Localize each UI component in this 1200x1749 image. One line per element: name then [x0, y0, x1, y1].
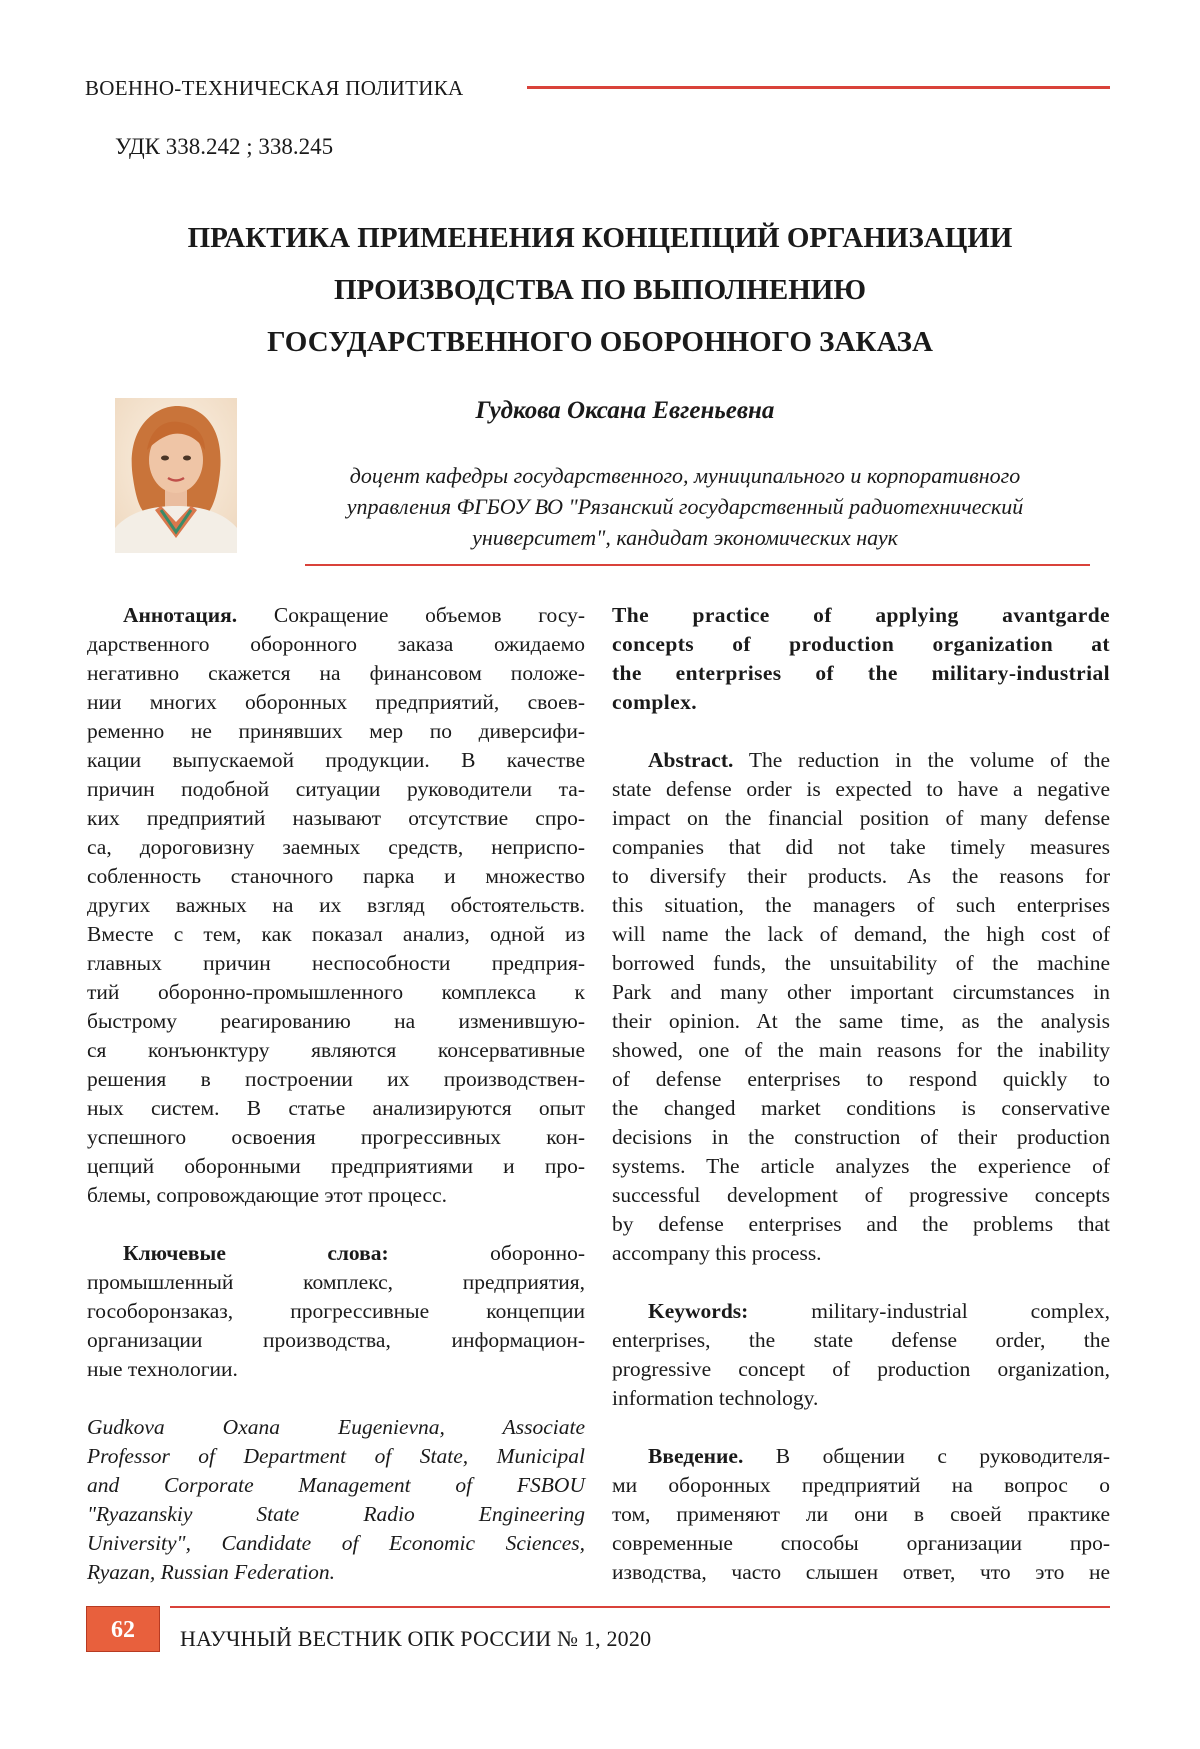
abstract-body [612, 775, 1110, 1268]
title-line: ГОСУДАРСТВЕННОГО ОБОРОННОГО ЗАКАЗА [267, 326, 933, 358]
keywords-en-line: progressive concept of production organization, [612, 1357, 1110, 1381]
abstract-line: successful development of progressive concepts [612, 1183, 1110, 1207]
author-portrait-icon [115, 398, 237, 553]
english-title-line: the enterprises of the military-industrial [612, 661, 1110, 685]
title-line: ПРАКТИКА ПРИМЕНЕНИЯ КОНЦЕПЦИЙ ОРГАНИЗАЦИИ [187, 222, 1013, 254]
author-english-line: Ryazan, Russian Federation. [87, 1560, 336, 1584]
keywords-first-line: Ключевые слова: оборонно- [123, 1241, 585, 1265]
keywords-en-line: enterprises, the state defense order, the [612, 1328, 1110, 1352]
affiliation-line: доцент кафедры государственного, муниципального и корпоративного [349, 463, 1021, 488]
annotation-line: решения в построении их производствен- [87, 1067, 585, 1091]
annotation-line: Вместе с тем, как показал анализ, одной из [87, 922, 585, 946]
author-rule [305, 564, 1090, 566]
keywords-en-body [612, 1326, 1110, 1413]
english-title-line: concepts of production organization at [612, 632, 1110, 656]
article-title [100, 212, 1100, 368]
intro-line: том, применяют ли они в своей практике [612, 1502, 1110, 1526]
abstract-line: state defense order is expected to have a negative [612, 777, 1110, 801]
annotation-line: ся конъюнктуру являются консервативные [87, 1038, 585, 1062]
journal-name: НАУЧНЫЙ ВЕСТНИК ОПК РОССИИ № 1, 2020 [180, 1626, 652, 1651]
annotation-line: успешного освоения прогрессивных кон- [87, 1125, 585, 1149]
annotation-first-line: Аннотация. Сокращение объемов госу- [123, 603, 585, 627]
affiliation-line: управления ФГБОУ ВО "Рязанский государственный радиотехнический [346, 494, 1024, 519]
author-english-line: and Corporate Management of FSBOU [87, 1473, 585, 1497]
annotation-line: тий оборонно-промышленного комплекса к [87, 980, 585, 1004]
title-line: ПРОИЗВОДСТВА ПО ВЫПОЛНЕНИЮ [333, 274, 867, 306]
intro-line: ми оборонных предприятий на вопрос о [612, 1473, 1110, 1497]
abstract-line: of defense enterprises to respond quickly to [612, 1067, 1110, 1091]
abstract-line: impact on the financial position of many defense [612, 806, 1110, 830]
annotation-line: цепций оборонными предприятиями и про- [87, 1154, 585, 1178]
section-header: ВОЕННО-ТЕХНИЧЕСКАЯ ПОЛИТИКА [85, 76, 464, 100]
intro-first-line: Введение. В общении с руководителя- [648, 1444, 1110, 1468]
author-english-line: Gudkova Oxana Eugenievna, Associate [87, 1415, 585, 1439]
annotation-line: дарственного оборонного заказа ожидаемо [87, 632, 585, 656]
abstract-line: will name the lack of demand, the high cost of [612, 922, 1110, 946]
abstract-line: the changed market conditions is conservative [612, 1096, 1110, 1120]
english-title-line: The practice of applying avantgarde [612, 603, 1110, 627]
intro-line: современные способы организации про- [612, 1531, 1110, 1555]
annotation-line: ременно не принявших мер по диверсифи- [87, 719, 585, 743]
annotation-line: причин подобной ситуации руководители та- [87, 777, 585, 801]
annotation-line: главных причин неспособности предприя- [87, 951, 585, 975]
abstract-line: to diversify their products. As the reasons for [612, 864, 1110, 888]
intro-line: изводства, часто слышен ответ, что это не [612, 1560, 1110, 1584]
annotation-line: са, дороговизну заемных средств, неприспо- [87, 835, 585, 859]
abstract-line: Park and many other important circumstances in [612, 980, 1110, 1004]
author-photo [115, 398, 237, 553]
keywords-label: Ключевые слова: [123, 1241, 389, 1265]
footer-rule [170, 1606, 1110, 1608]
keywords-en-line: information technology. [612, 1386, 819, 1410]
abstract-line: decisions in the construction of their production [612, 1125, 1110, 1149]
keywords-en-label: Keywords: [648, 1299, 749, 1323]
english-title-line: complex. [612, 690, 698, 714]
annotation-body [87, 630, 585, 1210]
author-affiliation [250, 460, 1120, 553]
keywords-line: гособоронзаказ, прогрессивные концепции [87, 1299, 585, 1323]
english-title [612, 601, 1110, 717]
annotation-line: ких предприятий называют отсутствие спро- [87, 806, 585, 830]
page-number: 62 [86, 1606, 160, 1652]
abstract-line: this situation, the managers of such enterprises [612, 893, 1110, 917]
annotation-label: Аннотация. [123, 603, 238, 627]
annotation-line: нии многих оборонных предприятий, своев- [87, 690, 585, 714]
udc-code: УДК 338.242 ; 338.245 [115, 134, 334, 159]
annotation-line: ных систем. В статье анализируются опыт [87, 1096, 585, 1120]
annotation-line: других важных на их взгляд обстоятельств. [87, 893, 585, 917]
abstract-line: their opinion. At the same time, as the analysis [612, 1009, 1110, 1033]
header-rule [527, 86, 1110, 89]
keywords-en-first-line: Keywords: military-industrial complex, [648, 1299, 1110, 1323]
keywords-line: промышленный комплекс, предприятия, [87, 1270, 585, 1294]
author-english-line: Professor of Department of State, Municipal [87, 1444, 585, 1468]
abstract-line: systems. The article analyzes the experience of [612, 1154, 1110, 1178]
annotation-line: кации выпускаемой продукции. В качестве [87, 748, 585, 772]
keywords-line: организации производства, информацион- [87, 1328, 585, 1352]
intro-label: Введение. [648, 1444, 744, 1468]
annotation-line: негативно скажется на финансовом положе- [87, 661, 585, 685]
abstract-label: Abstract. [648, 748, 734, 772]
left-column [87, 601, 585, 1587]
author-english [87, 1413, 585, 1587]
abstract-line: showed, one of the main reasons for the inability [612, 1038, 1110, 1062]
annotation-line: блемы, сопровождающие этот процесс. [87, 1183, 447, 1207]
annotation-line: собленность станочного парка и множество [87, 864, 585, 888]
annotation-line: быстрому реагированию на изменившую- [87, 1009, 585, 1033]
abstract-line: companies that did not take timely measures [612, 835, 1110, 859]
keywords-line: ные технологии. [87, 1357, 238, 1381]
abstract-line: by defense enterprises and the problems that [612, 1212, 1110, 1236]
abstract-line: accompany this process. [612, 1241, 822, 1265]
abstract-line: borrowed funds, the unsuitability of the machine [612, 951, 1110, 975]
keywords-body [87, 1268, 585, 1384]
intro-body [612, 1471, 1110, 1587]
affiliation-line: университет", кандидат экономических наук [472, 525, 898, 550]
author-name: Гудкова Оксана Евгеньевна [475, 397, 775, 424]
abstract-first-line: Abstract. The reduction in the volume of the [648, 748, 1110, 772]
right-column [612, 601, 1110, 1587]
author-english-line: University", Candidate of Economic Sciences, [87, 1531, 585, 1555]
author-english-line: "Ryazanskiy State Radio Engineering [87, 1502, 585, 1526]
